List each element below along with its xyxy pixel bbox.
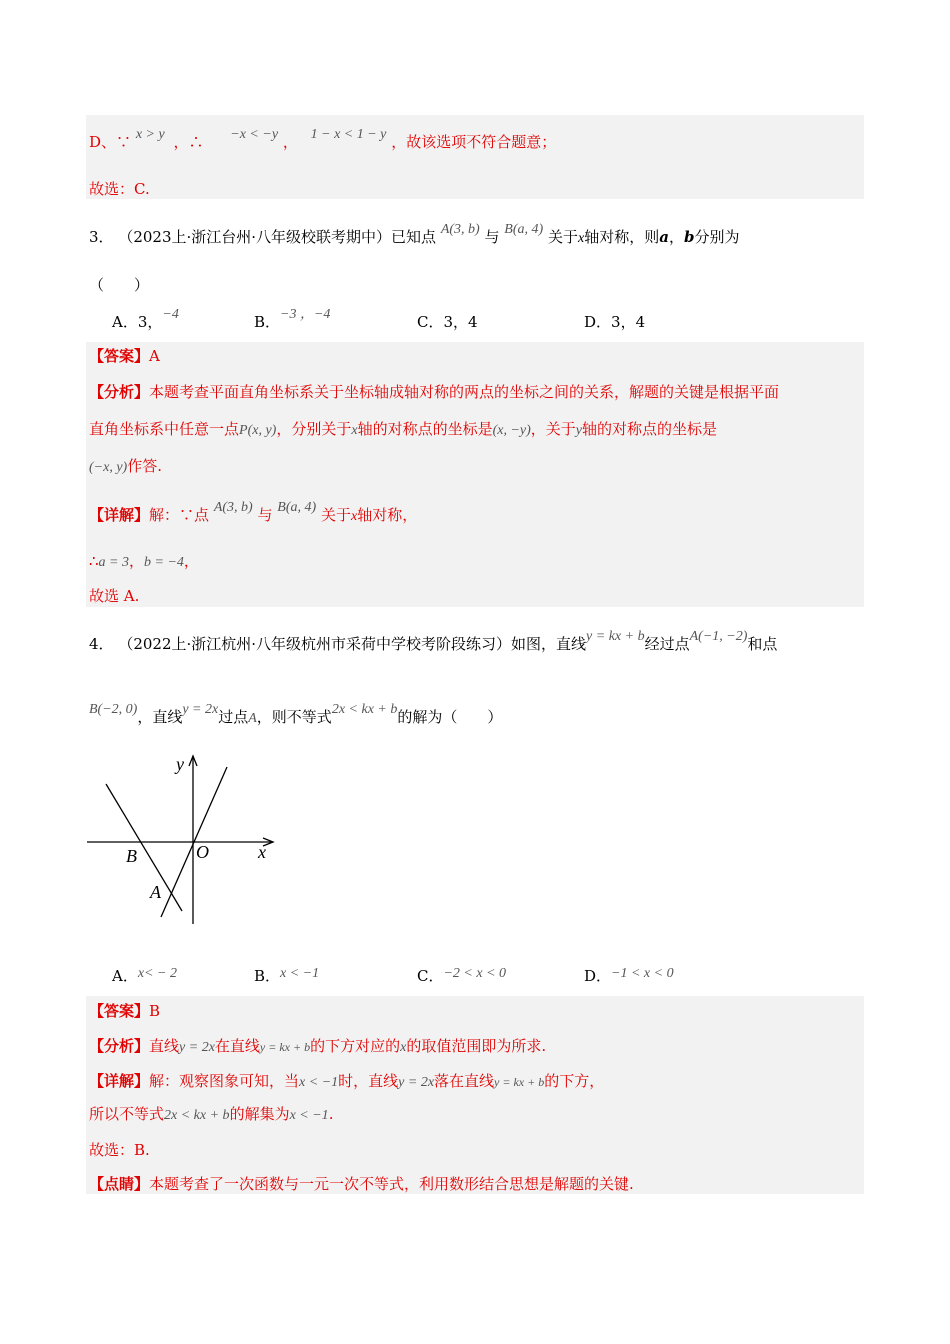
- q3-number: 3．: [89, 228, 114, 246]
- q4-option-a-label: A．: [112, 967, 138, 985]
- prev-d-conn-1: ，∴: [173, 133, 204, 151]
- q4-an-2: 在直线: [214, 1037, 260, 1055]
- q3-option-d-label: D．3，4: [584, 313, 646, 331]
- q4-an-3: 的下方对应的: [310, 1037, 401, 1055]
- q4-detail-line-2: [89, 1104, 333, 1126]
- q3-x-var: x: [577, 231, 585, 246]
- q3-analysis-2b: ，分别关于: [276, 420, 352, 438]
- q4-detail-line-1: [89, 1071, 604, 1093]
- q3-answer: A: [149, 347, 160, 365]
- q4-source: （2022上·浙江杭州·八年级杭州市采荷中学校考阶段练习）如图，直线: [118, 635, 587, 653]
- q3-detail-1x: x: [350, 509, 358, 524]
- prev-choice: 故选：C.: [89, 180, 150, 198]
- q3-analysis-2e: 轴的对称点的坐标是: [582, 420, 718, 438]
- q4-stem-line-2: [89, 702, 503, 729]
- q4-comment-line: [89, 1174, 634, 1194]
- q3-detail-1d: 轴对称，: [357, 506, 418, 524]
- q3-option-c[interactable]: [417, 312, 478, 332]
- q3-detail-2c: ，: [183, 552, 199, 570]
- q3-text-3: 轴对称，则: [584, 228, 660, 246]
- q3-point-a: A(3, b): [440, 222, 480, 237]
- q4-option-c[interactable]: [417, 966, 506, 988]
- q4-an-m2: y = kx + b: [259, 1040, 311, 1054]
- q3-detail-1a: 解：∵点: [149, 506, 210, 524]
- q4-option-d-label: D．: [584, 967, 612, 985]
- q4-de-2: 时，直线: [338, 1072, 399, 1090]
- q3-analysis-tag: 【分析】: [89, 383, 150, 401]
- q4-de-m1: x < −1: [299, 1075, 339, 1090]
- q4-math-1: y = kx + b: [586, 629, 645, 644]
- q4-text-6: 的解为（ ）: [397, 708, 503, 726]
- q3-text-2: 关于: [547, 228, 578, 246]
- q3-option-a[interactable]: [112, 307, 179, 334]
- q3-option-b-label: B．: [254, 313, 281, 331]
- q4-label-b: B: [126, 846, 137, 866]
- q3-text-1: 与: [484, 228, 500, 246]
- q4-option-d[interactable]: [584, 966, 674, 988]
- q3-answer-tag: 【答案】: [89, 347, 150, 365]
- q3-analysis-3m: (−x, y): [89, 460, 128, 475]
- q3-option-a-math: −4: [162, 307, 179, 322]
- q3-detail-1ma: A(3, b): [213, 500, 253, 515]
- q4-text-1: 经过点: [644, 635, 690, 653]
- q4-line-kx-plus-b: [106, 784, 182, 911]
- q4-de-6: 的解集为: [229, 1105, 290, 1123]
- q3-stem-line-1: [89, 222, 740, 249]
- q4-option-d-math: −1 < x < 0: [611, 966, 674, 981]
- q3-point-b: B(a, 4): [504, 222, 544, 237]
- q3-text-4: 分别为: [694, 228, 740, 246]
- q4-math-3: B(−2, 0): [89, 702, 138, 717]
- q3-detail-1b: 与: [257, 506, 273, 524]
- q3-analysis-2a: 直角坐标系中任意一点: [89, 420, 240, 438]
- q4-option-b-label: B．: [254, 967, 281, 985]
- q3-analysis-2m1: P(x, y): [239, 423, 277, 438]
- q4-label-y: y: [176, 754, 184, 774]
- prev-d-conn-2: ，: [282, 133, 298, 151]
- q4-label-a: A: [150, 882, 161, 902]
- q4-answer-tag: 【答案】: [89, 1002, 150, 1020]
- q4-choice: 故选：B.: [89, 1141, 150, 1159]
- q4-answer-line: [89, 1001, 160, 1021]
- q4-an-4: 的取值范围即为所求.: [406, 1037, 547, 1055]
- q3-analysis-2m3: (x, −y): [492, 423, 531, 438]
- q4-math-5: A: [248, 711, 257, 726]
- q3-paren: （ ）: [89, 276, 150, 294]
- q4-label-x: x: [258, 842, 266, 862]
- q4-text-4: 过点: [218, 708, 249, 726]
- q4-analysis-tag: 【分析】: [89, 1037, 150, 1055]
- q4-de-7: .: [328, 1105, 334, 1123]
- q3-analysis-2d: ，关于: [530, 420, 576, 438]
- q4-stem-line-1: [89, 629, 778, 656]
- q3-analysis-2c: 轴的对称点的坐标是: [357, 420, 493, 438]
- q4-math-6: 2x < kx + b: [331, 702, 398, 717]
- q4-an-m1: y = 2x: [179, 1040, 215, 1055]
- q3-option-d[interactable]: [584, 312, 645, 332]
- q4-option-a[interactable]: [112, 966, 177, 988]
- q3-choice: 故选 A.: [89, 587, 140, 605]
- q4-detail-tag: 【详解】: [89, 1072, 150, 1090]
- q4-option-b[interactable]: [254, 966, 319, 988]
- q3-detail-2m1: a = 3: [98, 555, 129, 570]
- q3-option-b-math: −3 ，−4: [280, 307, 331, 322]
- q4-de-m3: y = kx + b: [494, 1075, 545, 1089]
- prev-option-d-line: [89, 127, 557, 154]
- q3-detail-tag: 【详解】: [89, 506, 150, 524]
- q3-source: （2023上·浙江台州·八年级校联考期中）已知点: [118, 228, 437, 246]
- prev-d-math-3: 1 − x < 1 − y: [310, 127, 387, 142]
- q3-analysis-line-1: [89, 382, 779, 402]
- prev-d-suffix: ，故该选项不符合题意；: [391, 133, 557, 151]
- q4-label-o: O: [196, 842, 209, 862]
- q4-text-5: ，则不等式: [256, 708, 332, 726]
- q3-detail-2m2: b = −4: [144, 555, 184, 570]
- q3-detail-line-1: [89, 500, 418, 527]
- q4-math-4: y = 2x: [182, 702, 219, 717]
- q3-analysis-2m4: y: [575, 423, 583, 438]
- q4-an-1: 直线: [149, 1037, 180, 1055]
- q4-de-m4: 2x < kx + b: [164, 1108, 230, 1123]
- q3-answer-line: [89, 346, 160, 366]
- q4-option-a-math: x< − 2: [137, 966, 177, 981]
- q4-de-m5: x < −1: [289, 1108, 329, 1123]
- q3-option-b[interactable]: [254, 307, 331, 334]
- q4-text-2: 和点: [747, 635, 778, 653]
- q4-option-b-math: x < −1: [280, 966, 320, 981]
- prev-d-math-2: −x < −y: [230, 127, 279, 142]
- q4-number: 4．: [89, 635, 114, 653]
- q3-analysis-line-2: [89, 419, 717, 441]
- q4-de-5: 所以不等式: [89, 1105, 165, 1123]
- q3-analysis-line-3: [89, 456, 162, 478]
- q3-detail-1mb: B(a, 4): [277, 500, 317, 515]
- q3-detail-1c: 关于: [320, 506, 351, 524]
- q4-graph-figure: [80, 752, 280, 932]
- q4-math-2: A(−1, −2): [689, 629, 748, 644]
- q4-option-c-label: C．: [417, 967, 444, 985]
- q3-analysis-3: 作答.: [127, 457, 162, 475]
- q4-comment: 本题考查了一次函数与一元一次不等式，利用数形结合思想是解题的关键.: [149, 1175, 634, 1193]
- q4-answer: B: [149, 1002, 161, 1020]
- q4-an-m3: x: [400, 1040, 407, 1055]
- q3-analysis-2m2: x: [351, 423, 358, 438]
- q3-detail-line-2: [89, 551, 199, 573]
- q3-option-a-label: A．3，: [112, 313, 163, 331]
- q4-text-3: ，直线: [137, 708, 183, 726]
- q3-b-var: b: [683, 228, 695, 246]
- prev-solution-box: [86, 115, 864, 199]
- q4-de-4: 的下方，: [544, 1072, 605, 1090]
- q3-analysis-1: 本题考查平面直角坐标系关于坐标轴成轴对称的两点的坐标之间的关系，解题的关键是根据平面: [149, 383, 780, 401]
- q4-de-m2: y = 2x: [398, 1075, 435, 1090]
- q4-comment-tag: 【点睛】: [89, 1175, 150, 1193]
- q4-analysis-line: [89, 1036, 546, 1058]
- q4-solution-box: [86, 996, 864, 1194]
- prev-d-math-1: x > y: [135, 127, 165, 142]
- q4-de-1: 解：观察图象可知，当: [149, 1072, 300, 1090]
- q4-de-3: 落在直线: [434, 1072, 495, 1090]
- q3-detail-2a: ∴: [89, 552, 99, 570]
- prev-d-prefix: D、∵: [89, 133, 132, 151]
- q4-option-c-math: −2 < x < 0: [443, 966, 507, 981]
- q3-detail-2b: ，: [129, 552, 145, 570]
- q3-option-c-label: C．3，4: [417, 313, 478, 331]
- q3-a-var: a: [659, 228, 669, 246]
- q3-comma: ，: [668, 228, 684, 246]
